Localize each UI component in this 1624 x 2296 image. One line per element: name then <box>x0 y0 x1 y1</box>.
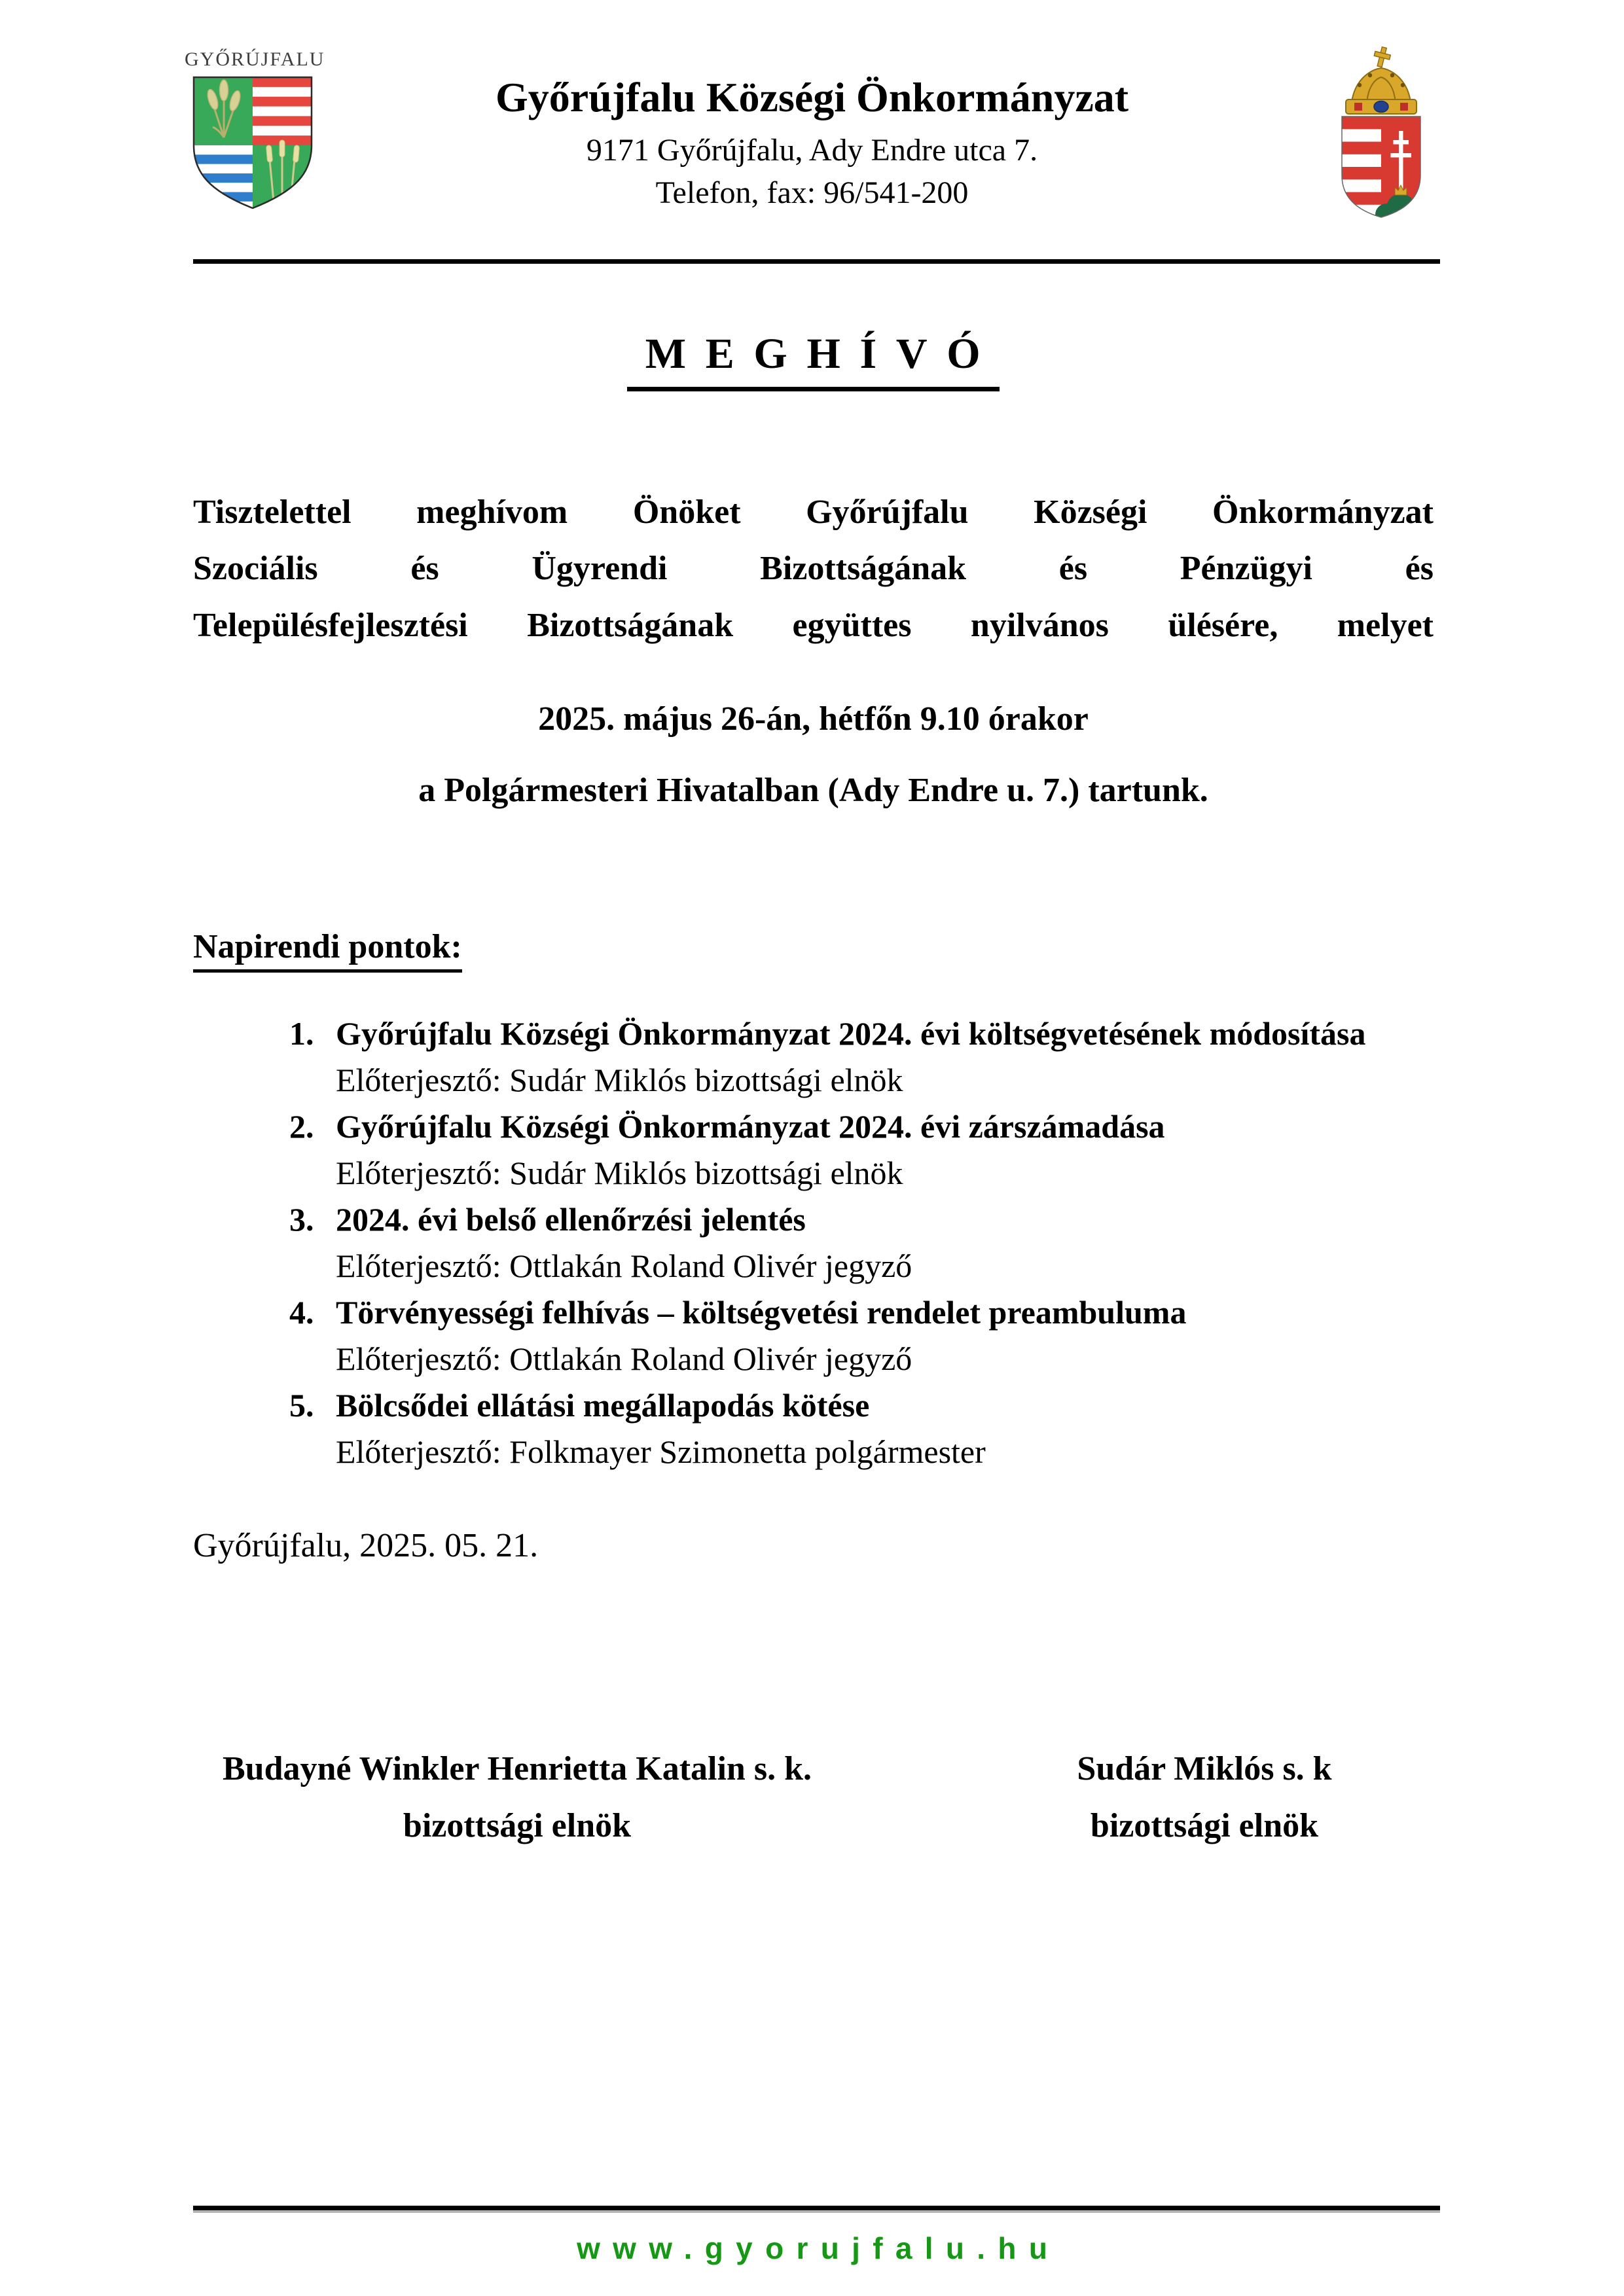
village-coat-of-arms-icon <box>190 73 316 212</box>
agenda-item-presenter: Előterjesztő: Folkmayer Szimonetta polgármester <box>336 1433 986 1471</box>
footer-divider <box>193 2206 1440 2213</box>
hungary-arms-block <box>1337 46 1427 223</box>
agenda-item <box>193 1196 1434 1289</box>
holy-crown-icon <box>1346 46 1416 114</box>
agenda-item-number: 5. <box>289 1387 314 1424</box>
intro-line: Tisztelettel meghívom Önöket Győrújfalu Községi Önkormányzat <box>193 493 1434 531</box>
meeting-details <box>193 692 1434 817</box>
website-link[interactable]: www.gyorujfalu.hu <box>577 2231 1060 2265</box>
agenda-item-title: 2024. évi belső ellenőrzési jelentés <box>336 1201 806 1238</box>
meeting-datetime: 2025. május 26-án, hétfőn 9.10 órakor <box>538 700 1089 738</box>
agenda-item-presenter: Előterjesztő: Ottlakán Roland Olivér jegyző <box>336 1247 912 1285</box>
intro-paragraph <box>193 484 1434 654</box>
agenda-item-presenter: Előterjesztő: Ottlakán Roland Olivér jegyző <box>336 1340 912 1378</box>
agenda-item-number: 3. <box>289 1201 314 1238</box>
agenda-item-title: Bölcsődei ellátási megállapodás kötése <box>336 1387 870 1424</box>
signature-name: Budayné Winkler Henrietta Katalin s. k. <box>222 1750 812 1788</box>
agenda-item <box>193 1011 1434 1103</box>
org-phone: Telefon, fax: 96/541-200 <box>655 175 969 210</box>
signature-left <box>193 1749 841 1845</box>
agenda-item-number: 2. <box>289 1108 314 1145</box>
header-divider <box>193 259 1440 264</box>
agenda-item-presenter: Előterjesztő: Sudár Miklós bizottsági elnök <box>336 1062 903 1099</box>
agenda-list <box>193 1011 1434 1475</box>
village-arms-label: GYŐRÚJFALU <box>185 48 325 70</box>
letterhead-center <box>367 73 1257 211</box>
signature-block <box>193 1749 1434 1845</box>
hungary-coat-of-arms-icon <box>1337 46 1426 223</box>
signature-role: bizottsági elnök <box>1090 1807 1319 1845</box>
agenda-item-number: 1. <box>289 1015 314 1052</box>
doc-title <box>193 329 1434 391</box>
intro-line: Településfejlesztési Bizottságának együttes nyilvános ülésére, melyet <box>193 606 1434 644</box>
org-address: 9171 Győrújfalu, Ady Endre utca 7. <box>586 132 1038 168</box>
doc-title-text: MEGHÍVÓ <box>627 329 1000 391</box>
agenda-item <box>193 1289 1434 1382</box>
agenda-item-title: Győrújfalu Községi Önkormányzat 2024. évi zárszámadása <box>336 1108 1165 1145</box>
letter-body <box>193 264 1434 1845</box>
signature-role: bizottsági elnök <box>403 1807 632 1845</box>
org-name: Győrújfalu Községi Önkormányzat <box>495 74 1129 120</box>
agenda-item-title: Törvényességi felhívás – költségvetési rendelet preambuluma <box>336 1294 1187 1331</box>
agenda-heading: Napirendi pontok: <box>193 927 1434 973</box>
meeting-venue: a Polgármesteri Hivatalban (Ady Endre u. 7.) tartunk. <box>418 772 1208 810</box>
agenda-item <box>193 1103 1434 1196</box>
dateline: Győrújfalu, 2025. 05. 21. <box>193 1527 539 1565</box>
agenda-item-number: 4. <box>289 1294 314 1331</box>
signature-name: Sudár Miklós s. k <box>1077 1750 1332 1788</box>
agenda-item-presenter: Előterjesztő: Sudár Miklós bizottsági elnök <box>336 1155 903 1192</box>
intro-line: Szociális és Ügyrendi Bizottságának és Pénzügyi és <box>193 550 1434 588</box>
signature-right <box>975 1749 1434 1845</box>
agenda-item <box>193 1382 1434 1475</box>
agenda-item-title: Győrújfalu Községi Önkormányzat 2024. évi költségvetésének módosítása <box>336 1015 1366 1052</box>
village-arms-block <box>185 48 325 212</box>
